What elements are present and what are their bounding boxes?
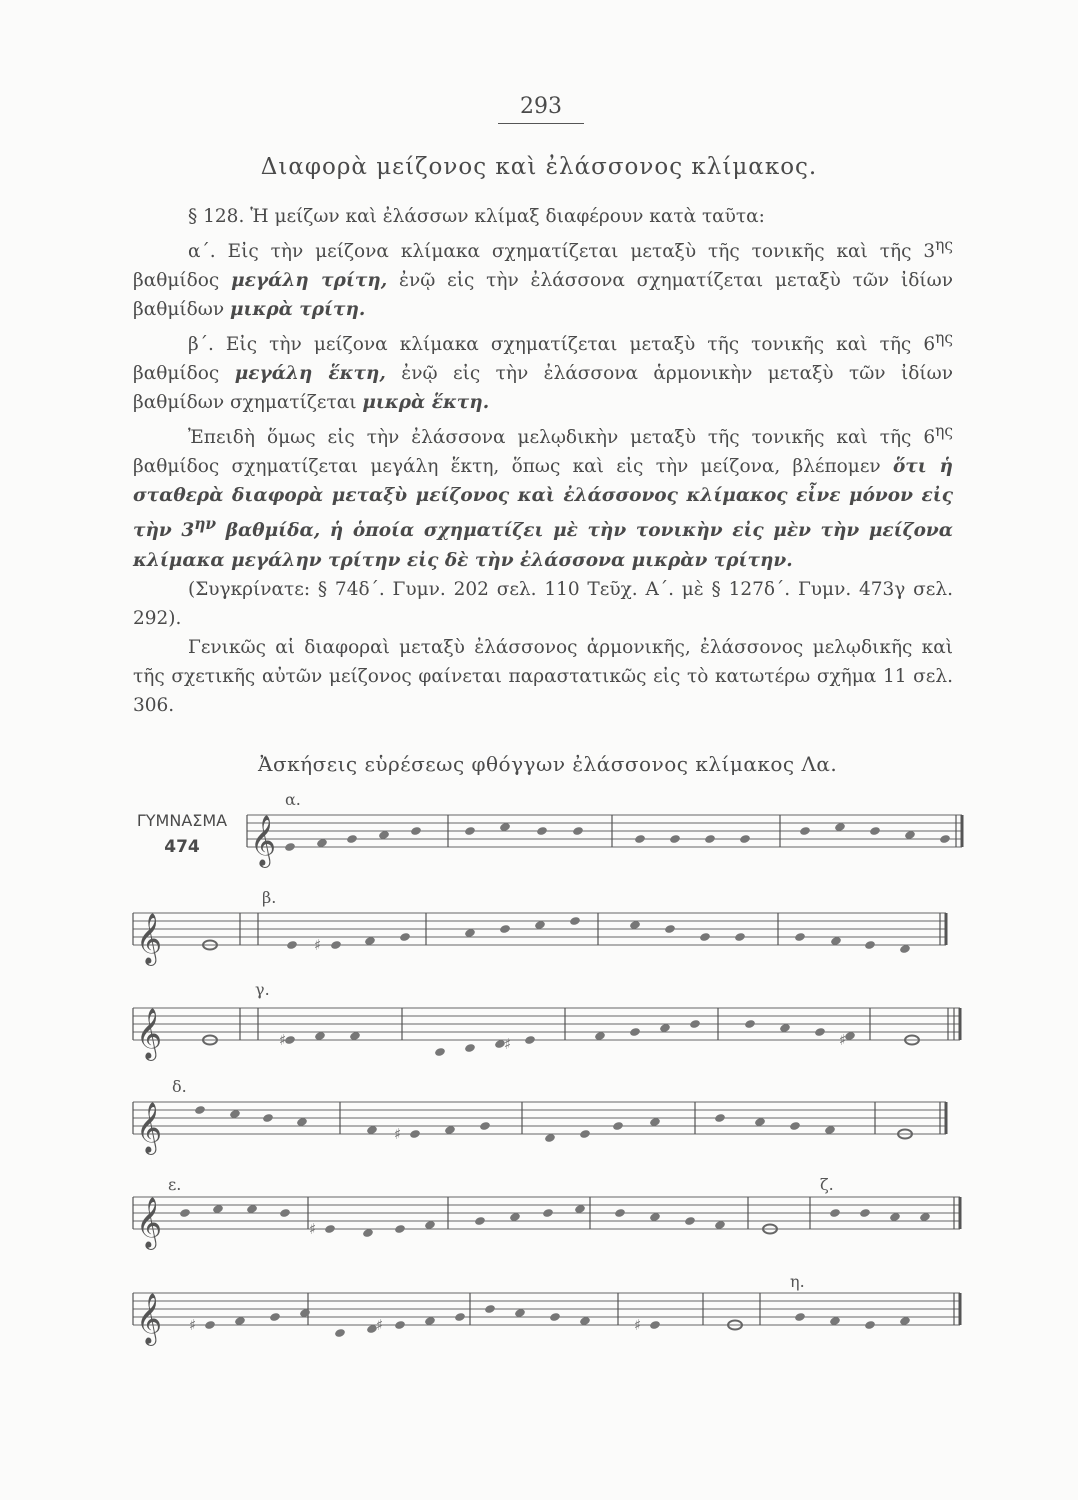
treble-clef-icon: 𝄞 bbox=[136, 913, 163, 964]
exercise-part-label: ε. bbox=[168, 1175, 182, 1194]
treble-clef-icon: 𝄞 bbox=[136, 1197, 163, 1248]
note-head bbox=[689, 1019, 701, 1029]
note-head bbox=[410, 826, 422, 836]
note-head bbox=[664, 924, 676, 934]
treble-clef-icon: 𝄞 bbox=[136, 1008, 163, 1059]
note-head bbox=[669, 834, 681, 844]
paragraph-general: Γενικῶς αἱ διαφοραὶ μεταξὺ ἐλάσσονος ἁρμονικῆς, ἐλάσσονος μελῳδικῆς καὶ τῆς σχετικῆς αὐτῶν μείζονος φαίνεται παραστατικῶς εἰς τὸ κατωτέρω σχῆμα 11 σελ. 306. bbox=[133, 636, 953, 716]
note-head bbox=[629, 1027, 641, 1037]
note-head bbox=[714, 1113, 726, 1123]
exercise-part-label: η. bbox=[790, 1272, 805, 1291]
exercise-part-label: β. bbox=[262, 888, 277, 907]
note-head bbox=[204, 1320, 216, 1330]
exercise-part-label: γ. bbox=[255, 980, 270, 999]
note-head bbox=[542, 1208, 554, 1218]
note-head bbox=[499, 924, 511, 934]
note-head bbox=[549, 1312, 561, 1322]
note-head bbox=[394, 1320, 406, 1330]
note-head bbox=[330, 940, 342, 950]
sharp-icon: ♯ bbox=[314, 936, 322, 954]
sharp-icon: ♯ bbox=[376, 1316, 384, 1334]
staff-6 bbox=[133, 1272, 960, 1346]
staff-3 bbox=[133, 980, 960, 1061]
note-head bbox=[324, 1224, 336, 1234]
exercise-label-text: ΓΥΜΝΑΣΜΑ bbox=[136, 811, 228, 830]
note-head bbox=[194, 1105, 206, 1115]
note-head bbox=[524, 1035, 536, 1045]
exercise-number: 474 bbox=[164, 837, 200, 857]
note-head bbox=[649, 1320, 661, 1330]
note-head bbox=[269, 1312, 281, 1322]
sharp-icon: ♯ bbox=[189, 1316, 197, 1334]
paragraph-a: α΄. Εἰς τὴν μείζονα κλίμακα σχηματίζεται μεταξὺ τῆς τονικῆς καὶ τῆς $3^{\eta\varsigma}$ βαθμίδος μεγάλη τρίτη, ἐνῷ εἰς τὴν ἐλάσσονα σχηματίζεται μεταξὺ τῶν ἰδίων βαθμίδων μικρὰ τρίτη. bbox=[133, 236, 953, 321]
paragraph-b: β΄. Εἰς τὴν μείζονα κλίμακα σχηματίζεται μεταξὺ τῆς τονικῆς καὶ τῆς $6^{\eta\varsigma}$ βαθμίδος μεγάλη ἕκτη, ἐνῷ εἰς τὴν ἐλάσσονα ἁρμονικὴν μεταξὺ τῶν ἰδίων βαθμίδων σχηματίζεται μικρὰ ἕκτη. bbox=[133, 329, 953, 414]
note-head bbox=[814, 1027, 826, 1037]
sharp-icon: ♯ bbox=[394, 1125, 402, 1143]
note-head bbox=[739, 834, 751, 844]
note-head bbox=[869, 826, 881, 836]
note-head bbox=[334, 1328, 346, 1338]
sharp-icon: ♯ bbox=[634, 1316, 642, 1334]
note-head bbox=[829, 1208, 841, 1218]
note-head bbox=[789, 1121, 801, 1131]
exercise-part-label: ζ. bbox=[820, 1175, 834, 1194]
note-head bbox=[279, 1208, 291, 1218]
exercise-part-label: α. bbox=[285, 790, 301, 809]
note-head bbox=[704, 834, 716, 844]
note-head bbox=[634, 834, 646, 844]
note-head bbox=[794, 932, 806, 942]
note-head bbox=[744, 1019, 756, 1029]
note-head bbox=[284, 842, 296, 852]
paragraph-c: Ἐπειδὴ ὅμως εἰς τὴν ἐλάσσονα μελῳδικὴν μεταξὺ τῆς τονικῆς καὶ τῆς $6^{\eta\varsigma}$ βαθμίδος σχηματίζεται μεγάλη ἕκτη, ὅπως καὶ εἰς τὴν μείζονα, βλέπομεν ὅτι ἡ σταθερὰ διαφορὰ μεταξὺ μείζονος καὶ ἐλάσσονος κλίμακος εἶνε μόνον εἰς τὴν $3^{\eta\nu}$ βαθμίδα, ἡ ὁποία σχηματίζει μὲ τὴν τονικὴν εἰς μὲν τὴν μείζονα κλίμακα μεγάλην τρίτην εἰς δὲ τὴν ἐλάσσονα μικρὰν τρίτην. bbox=[133, 422, 953, 571]
note-head bbox=[569, 916, 581, 926]
sharp-icon: ♯ bbox=[309, 1220, 317, 1238]
note-head bbox=[262, 1113, 274, 1123]
note-head bbox=[699, 932, 711, 942]
note-head bbox=[939, 834, 951, 844]
note-head bbox=[799, 826, 811, 836]
note-head bbox=[464, 826, 476, 836]
note-head bbox=[536, 826, 548, 836]
note-head bbox=[399, 932, 411, 942]
exercise-title: Ἀσκήσεις εὑρέσεως φθόγγων ἐλάσσονος κλίμακος Λα. bbox=[258, 752, 838, 776]
paragraph-compare: (Συγκρίνατε: § 74δ΄. Γυμν. 202 σελ. 110 Τεῦχ. Α΄. μὲ § 127δ΄. Γυμν. 473γ σελ. 292). bbox=[133, 578, 953, 629]
staff-5 bbox=[133, 1175, 960, 1250]
note-head bbox=[394, 1224, 406, 1234]
note-head bbox=[179, 1208, 191, 1218]
note-head bbox=[464, 1043, 476, 1053]
note-head bbox=[794, 1312, 806, 1322]
staves bbox=[133, 790, 962, 1346]
note-head bbox=[859, 1208, 871, 1218]
note-head bbox=[484, 1304, 496, 1314]
paragraph-intro: § 128. Ἡ μείζων καὶ ἐλάσσων κλίμαξ διαφέρουν κατὰ ταῦτα: bbox=[188, 206, 765, 227]
staff-2 bbox=[133, 888, 946, 966]
note-head bbox=[734, 932, 746, 942]
staff-1 bbox=[247, 790, 962, 868]
note-head bbox=[864, 940, 876, 950]
note-head bbox=[474, 1216, 486, 1226]
note-head bbox=[579, 1129, 591, 1139]
sharp-icon: ♯ bbox=[504, 1035, 512, 1053]
page-title: Διαφορὰ μείζονος καὶ ἐλάσσονος κλίμακος. bbox=[260, 154, 818, 180]
note-head bbox=[434, 1047, 446, 1057]
exercise-part-label: δ. bbox=[172, 1077, 187, 1096]
note-head bbox=[612, 1121, 624, 1131]
staff-4 bbox=[133, 1077, 946, 1155]
note-head bbox=[614, 1208, 626, 1218]
note-head bbox=[684, 1216, 696, 1226]
note-head bbox=[864, 1320, 876, 1330]
page-number: 293 bbox=[520, 94, 562, 119]
treble-clef-icon: 𝄞 bbox=[136, 1102, 163, 1153]
sharp-icon: ♯ bbox=[279, 1031, 287, 1049]
note-head bbox=[572, 826, 584, 836]
note-head bbox=[454, 1312, 466, 1322]
note-head bbox=[409, 1129, 421, 1139]
sharp-icon: ♯ bbox=[839, 1031, 847, 1049]
note-head bbox=[479, 1121, 491, 1131]
treble-clef-icon: 𝄞 bbox=[136, 1293, 163, 1344]
note-head bbox=[286, 940, 298, 950]
treble-clef-icon: 𝄞 bbox=[250, 815, 277, 866]
note-head bbox=[346, 834, 358, 844]
